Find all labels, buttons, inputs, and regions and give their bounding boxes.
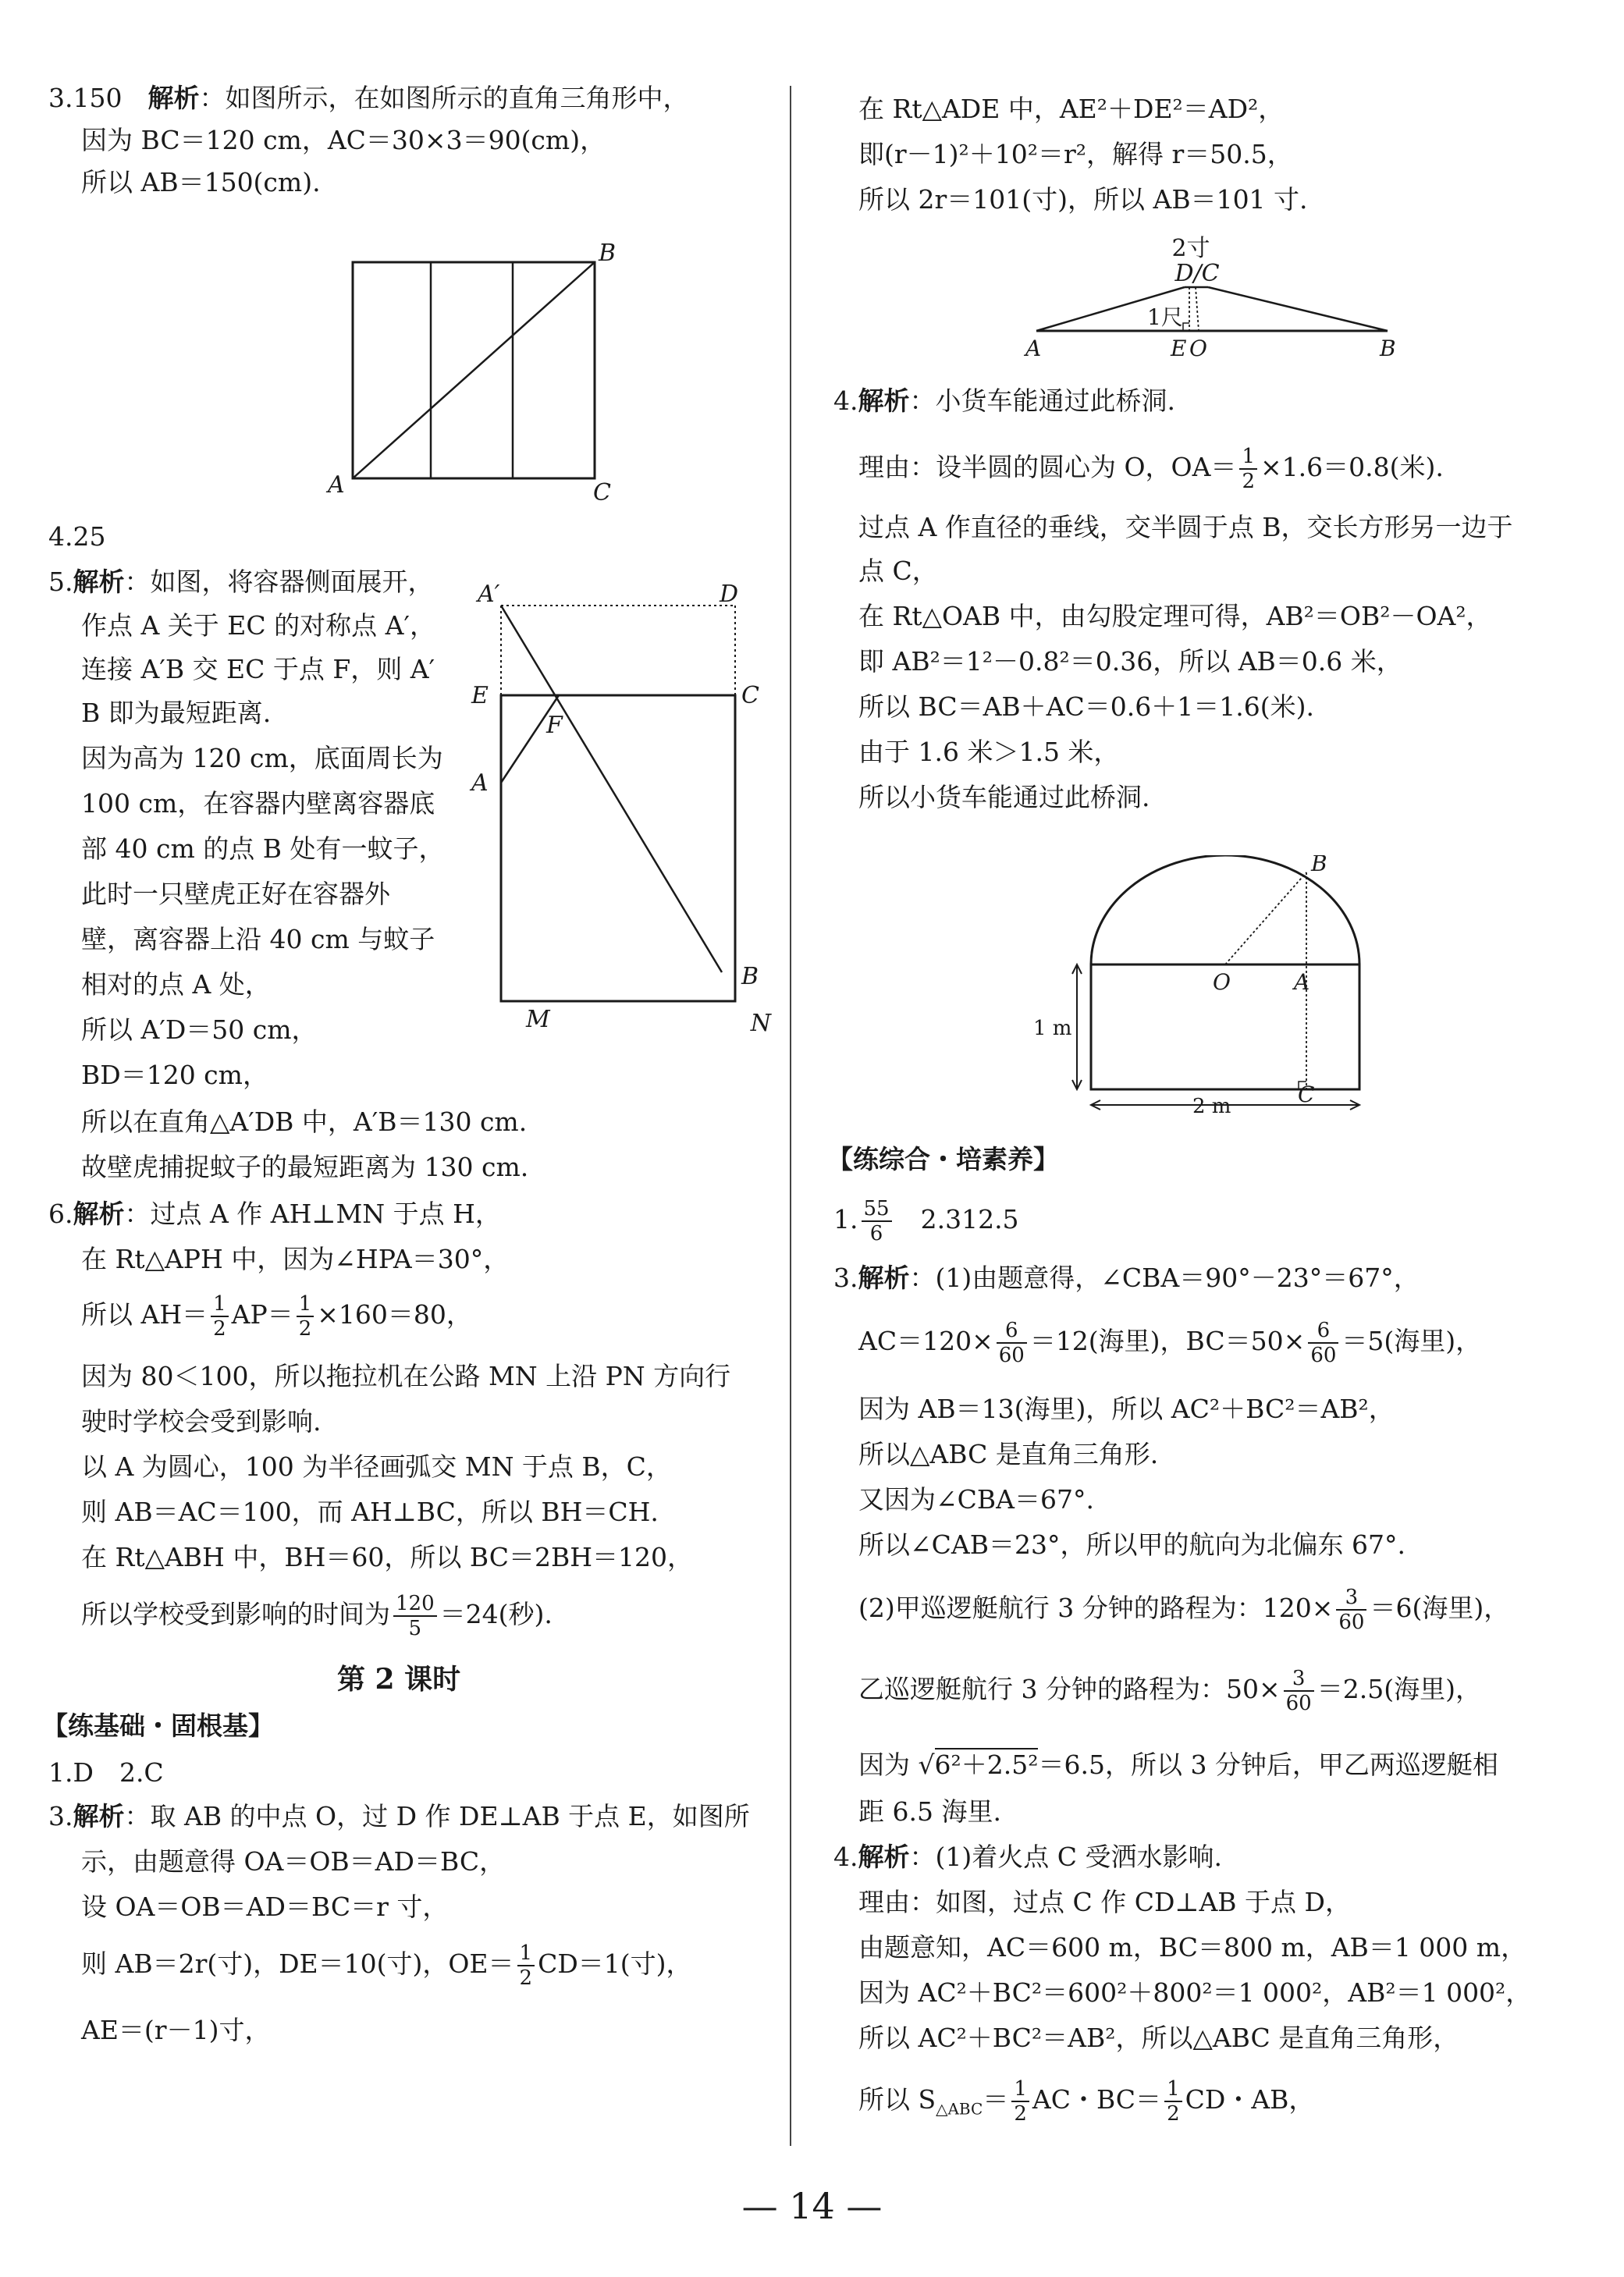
- answers-1-2: 1.D 2.C: [48, 1757, 164, 1788]
- fraction: $\frac{6}{60}$: [1308, 1319, 1338, 1367]
- label-height-1m: 1 m: [1033, 1017, 1072, 1040]
- fraction: $\frac{1}{2}$: [211, 1292, 229, 1341]
- text-line: 在 Rt△APH 中，因为∠HPA＝30°，: [81, 1244, 510, 1274]
- text-line: 在 Rt△ADE 中，AE²＋DE²＝AD²，: [858, 94, 1285, 124]
- label-A-prime: A′: [478, 581, 500, 608]
- text-line: 故壁虎捕捉蚊子的最短距离为 130 cm.: [81, 1152, 529, 1182]
- label-B: B: [1311, 855, 1327, 876]
- text-line: 所以在直角△A′DB 中，A′B＝130 cm.: [81, 1107, 528, 1137]
- text-line-fraction: (2)甲巡逻艇航行 3 分钟的路程为：120× $\frac{3}{60}$ ＝6(海里)，: [858, 1586, 1510, 1634]
- fraction: $\frac{55}{6}$: [862, 1197, 892, 1245]
- text-line-fraction: 理由：设半圆的圆心为 O，OA＝ $\frac{1}{2}$ ×1.6＝0.8(米).: [858, 445, 1444, 493]
- fraction: $\frac{1}{2}$: [1239, 445, 1257, 493]
- answer-4b: 4.解析：(1)着火点 C 受洒水影响.: [833, 1842, 1222, 1872]
- answer-6: 6.解析：过点 A 作 AH⊥MN 于点 H，: [48, 1199, 501, 1229]
- answer-4: 4.25: [48, 521, 106, 552]
- text-line: 所以 A′D＝50 cm，: [81, 1014, 318, 1045]
- column-divider: [790, 86, 791, 2146]
- text-line: 由题意知，AC＝600 m，BC＝800 m，AB＝1 000 m，: [858, 1932, 1527, 1963]
- section-header: 【练综合・培素养】: [827, 1144, 1059, 1174]
- label-B: B: [741, 963, 759, 990]
- lesson-title: 第 2 课时: [337, 1663, 461, 1696]
- answer-5: 5.解析：如图，将容器侧面展开，: [48, 567, 434, 597]
- semicircle-bridge-figure: [1029, 855, 1419, 1136]
- text-line: 所以 BC＝AB＋AC＝0.6＋1＝1.6(米).: [858, 691, 1314, 722]
- text-line: 所以小货车能通过此桥洞.: [858, 782, 1150, 812]
- rectangle-diagonal-figure: [283, 239, 634, 582]
- label-C: C: [593, 479, 611, 506]
- section-header: 【练基础・固根基】: [42, 1710, 274, 1741]
- label-1chi: 1尺: [1147, 304, 1183, 330]
- answer-3: 3.解析：(1)由题意得，∠CBA＝90°－23°＝67°，: [833, 1263, 1420, 1293]
- text-line: 因为 AC²＋BC²＝600²＋800²＝1 000²，AB²＝1 000²，: [858, 1977, 1532, 2008]
- text-line: 又因为∠CBA＝67°.: [858, 1484, 1094, 1515]
- text-line-fraction: 则 AB＝2r(寸)，DE＝10(寸)，OE＝ $\frac{1}{2}$ CD＝1(寸)，: [81, 1941, 692, 1990]
- label-B: B: [1380, 336, 1396, 361]
- label-D: D: [720, 581, 739, 608]
- answer-3b: 3.解析：取 AB 的中点 O，过 D 作 DE⊥AB 于点 E，如图所: [48, 1801, 750, 1831]
- page-number: — 14 —: [741, 2185, 883, 2227]
- text-line: 设 OA＝OB＝AD＝BC＝r 寸，: [81, 1892, 449, 1922]
- text-line: BD＝120 cm，: [81, 1060, 268, 1090]
- text-line: 100 cm，在容器内壁离容器底: [81, 788, 435, 819]
- text-line: 因为 80＜100，所以拖拉机在公路 MN 上沿 PN 方向行: [81, 1361, 731, 1391]
- text-line: 以 A 为圆心，100 为半径画弧交 MN 于点 B，C，: [81, 1451, 672, 1482]
- text-line: 所以 AB＝150(cm).: [81, 167, 321, 197]
- label-A: A: [1294, 969, 1310, 995]
- text-line: 因为 AB＝13(海里)，所以 AC²＋BC²＝AB²，: [858, 1394, 1395, 1424]
- label-2cun: 2寸: [1171, 235, 1210, 262]
- label-A: A: [471, 769, 489, 797]
- text-line: 过点 A 作直径的垂线，交半圆于点 B，交长方形另一边于: [858, 512, 1513, 542]
- fraction: $\frac{1}{2}$: [1011, 2077, 1029, 2126]
- fraction: $\frac{6}{60}$: [997, 1319, 1027, 1367]
- text-line: 所以∠CAB＝23°，所以甲的航向为北偏东 67°.: [858, 1529, 1405, 1560]
- text-line: 所以 2r＝101(寸)，所以 AB＝101 寸.: [858, 184, 1308, 215]
- text-line: 连接 A′B 交 EC 于点 F，则 A′: [81, 654, 435, 684]
- text-line-fraction: 所以学校受到影响的时间为 $\frac{120}{5}$ ＝24(秒).: [81, 1592, 553, 1640]
- text-line: 相对的点 A 处，: [81, 969, 271, 1000]
- text-line-fraction: 乙巡逻艇航行 3 分钟的路程为：50× $\frac{3}{60}$ ＝2.5(海里)，: [858, 1667, 1481, 1715]
- label-O: O: [1213, 969, 1231, 995]
- answer-3: 3.150 解析：如图所示，在如图所示的直角三角形中，: [48, 83, 689, 113]
- label-DC: D/C: [1174, 260, 1220, 287]
- label-M: M: [526, 1006, 550, 1033]
- text-line: B 即为最短距离.: [81, 698, 272, 728]
- label-C: C: [741, 682, 759, 709]
- answer-4: 4.解析：小货车能通过此桥洞.: [833, 385, 1175, 416]
- text-line: 在 Rt△ABH 中，BH＝60，所以 BC＝2BH＝120，: [81, 1542, 693, 1572]
- text-line: 此时一只壁虎正好在容器外: [81, 879, 390, 909]
- label-E: E: [1171, 336, 1187, 361]
- text-line: 示，由题意得 OA＝OB＝AD＝BC，: [81, 1846, 506, 1877]
- text-line: 距 6.5 海里.: [858, 1796, 1001, 1827]
- text-line: 部 40 cm 的点 B 处有一蚊子，: [81, 833, 445, 864]
- label-E: E: [471, 682, 489, 709]
- text-line: 所以△ABC 是直角三角形.: [858, 1439, 1159, 1469]
- fraction: $\frac{1}{2}$: [517, 1941, 535, 1990]
- answers-1-2: 1. $\frac{55}{6}$ 2.312.5: [833, 1197, 1019, 1245]
- label-A: A: [1025, 336, 1042, 361]
- label-B: B: [599, 240, 617, 267]
- fraction: $\frac{1}{2}$: [1164, 2077, 1182, 2126]
- text-line: 作点 A 关于 EC 的对称点 A′，: [81, 610, 435, 641]
- fraction: $\frac{120}{5}$: [393, 1592, 437, 1640]
- text-line: 所以 AC²＋BC²＝AB²，所以△ABC 是直角三角形，: [858, 2023, 1459, 2053]
- label-N: N: [750, 1010, 771, 1037]
- text-line: 驶时学校会受到影响.: [81, 1406, 322, 1437]
- label-A: A: [328, 471, 345, 499]
- text-line: 即 AB²＝1²－0.8²＝0.36，所以 AB＝0.6 米，: [858, 646, 1402, 677]
- text-line: 则 AB＝AC＝100，而 AH⊥BC，所以 BH＝CH.: [81, 1497, 659, 1527]
- text-line-fraction: AC＝120× $\frac{6}{60}$ ＝12(海里)，BC＝50× $\frac{6}{60}$ ＝5(海里)，: [858, 1319, 1482, 1367]
- text-line: 点 C，: [858, 556, 938, 586]
- text-line: 理由：如图，过点 C 作 CD⊥AB 于点 D，: [858, 1887, 1351, 1917]
- label-O: O: [1189, 336, 1207, 361]
- cylinder-unfold-figure: [454, 570, 782, 1109]
- fraction: $\frac{3}{60}$: [1284, 1667, 1314, 1715]
- text-line: 即(r－1)²＋10²＝r²，解得 r＝50.5，: [858, 139, 1293, 169]
- text-line-sqrt: 因为 √6²＋2.5²＝6.5，所以 3 分钟后，甲乙两巡逻艇相: [858, 1749, 1498, 1780]
- text-line-fraction: 所以 $S_{\triangle ABC}=$ $\frac{1}{2}$ AC・BC＝ $\frac{1}{2}$ CD・AB，: [858, 2077, 1315, 2126]
- text-line: AE＝(r－1)寸，: [81, 2015, 271, 2045]
- text-line: 在 Rt△OAB 中，由勾股定理可得，AB²＝OB²－OA²，: [858, 601, 1492, 631]
- label-width-2m: 2 m: [1192, 1095, 1231, 1118]
- label-C: C: [1298, 1082, 1315, 1107]
- text-line-fraction: 所以 AH＝ $\frac{1}{2}$ AP＝ $\frac{1}{2}$ ×160＝80，: [81, 1292, 472, 1341]
- fraction: $\frac{3}{60}$: [1336, 1586, 1366, 1634]
- bridge-triangle-figure: [1013, 231, 1450, 364]
- text-line: 因为高为 120 cm，底面周长为: [81, 743, 443, 773]
- fraction: $\frac{1}{2}$: [297, 1292, 314, 1341]
- text-line: 因为 BC＝120 cm，AC＝30×3＝90(cm)，: [81, 125, 606, 155]
- text-line: 壁，离容器上沿 40 cm 与蚊子: [81, 924, 435, 954]
- text-line: 由于 1.6 米＞1.5 米，: [858, 737, 1120, 767]
- label-F: F: [546, 712, 563, 739]
